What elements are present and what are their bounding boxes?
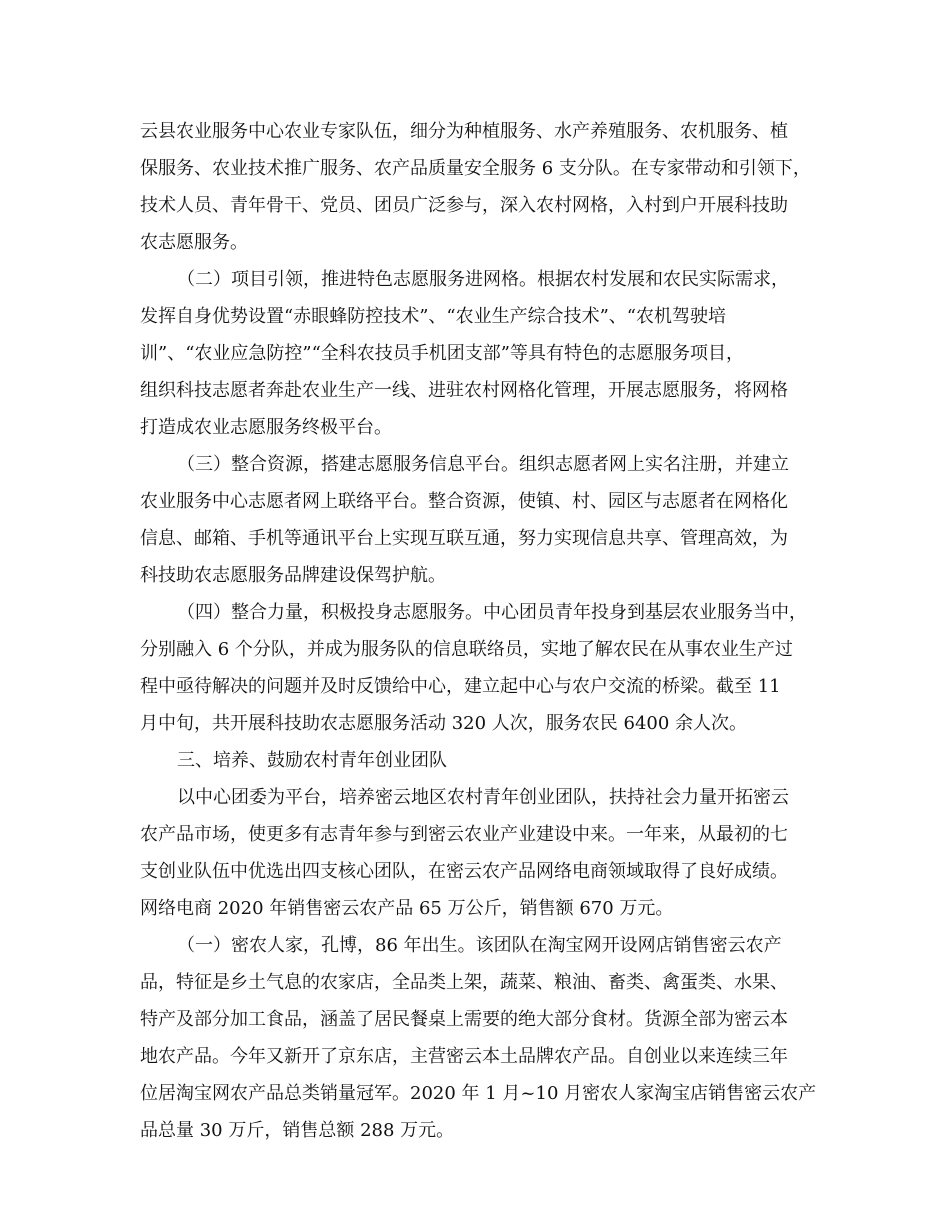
text-line: 分别融入 6 个分队，并成为服务队的信息联络员，实地了解农民在从事农业生产过 [140,639,793,660]
text-line: 保服务、农业技术推广服务、农产品质量安全服务 6 支分队。在专家带动和引领下， [140,158,811,179]
document-body [140,113,817,1149]
text-line: 发挥自身优势设置“赤眼蜂防控技术”、“农业生产综合技术”、“农机驾驶培 [140,306,727,327]
text-line: 信息、邮箱、手机等通讯平台上实现互联互通，努力实现信息共享、管理高效，为 [140,528,788,549]
text-line: 科技助农志愿服务品牌建设保驾护航。 [140,565,446,586]
text-line: 特产及部分加工食品，涵盖了居民餐桌上需要的绝大部分食材。货源全部为密云本 [140,1009,788,1030]
text-line: 品总量 30 万斤，销售总额 288 万元。 [140,1120,455,1141]
text-line: 打造成农业志愿服务终极平台。 [140,417,392,438]
text-line: 程中亟待解决的问题并及时反馈给中心，建立起中心与农户交流的桥梁。截至 11 [140,676,781,697]
paragraph-heading-line: （四）整合力量，积极投身志愿服务。中心团员青年投身到基层农业服务当中， [177,602,807,623]
text-line: 农业服务中心志愿者网上联络平台。整合资源，使镇、村、园区与志愿者在网格化 [140,491,788,512]
text-line: 支创业队伍中优选出四支核心团队，在密云农产品网络电商领域取得了良好成绩。 [140,861,788,882]
text-line: 云县农业服务中心农业专家队伍，细分为种植服务、水产养殖服务、农机服务、植 [140,121,788,142]
text-line: 网络电商 2020 年销售密云农产品 65 万公斤，销售额 670 万元。 [140,898,674,919]
text-line: 位居淘宝网农产品总类销量冠军。2020 年 1 月~10 月密农人家淘宝店销售密云农产 [140,1083,817,1104]
text-line: 品，特征是乡土气息的农家店，全品类上架，蔬菜、粮油、畜类、禽蛋类、水果、 [140,972,788,993]
text-line: 组织科技志愿者奔赴农业生产一线、进驻农村网格化管理，开展志愿服务，将网格 [140,380,788,401]
text-line: 技术人员、青年骨干、党员、团员广泛参与，深入农村网格，入村到户开展科技助 [140,195,788,216]
section-heading: 三、培养、鼓励农村青年创业团队 [177,750,447,771]
paragraph-heading-line: 以中心团委为平台，培养密云地区农村青年创业团队，扶持社会力量开拓密云 [177,787,789,808]
text-line: 训”、“农业应急防控”“全科农技员手机团支部”等具有特色的志愿服务项目， [140,343,745,364]
text-line: 月中旬，共开展科技助农志愿服务活动 320 人次，服务农民 6400 余人次。 [140,713,748,734]
paragraph-heading-line: （三）整合资源，搭建志愿服务信息平台。组织志愿者网上实名注册，并建立 [177,454,789,475]
text-line: 农志愿服务。 [140,232,248,253]
text-line: 地农产品。今年又新开了京东店，主营密云本土品牌农产品。自创业以来连续三年 [140,1046,788,1067]
paragraph-heading-line: （一）密农人家，孔博，86 年出生。该团队在淘宝网开设网店销售密云农产 [177,935,782,956]
paragraph-heading-line: （二）项目引领，推进特色志愿服务进网格。根据农村发展和农民实际需求， [177,269,789,290]
text-line: 农产品市场，使更多有志青年参与到密云农业产业建设中来。一年来，从最初的七 [140,824,788,845]
